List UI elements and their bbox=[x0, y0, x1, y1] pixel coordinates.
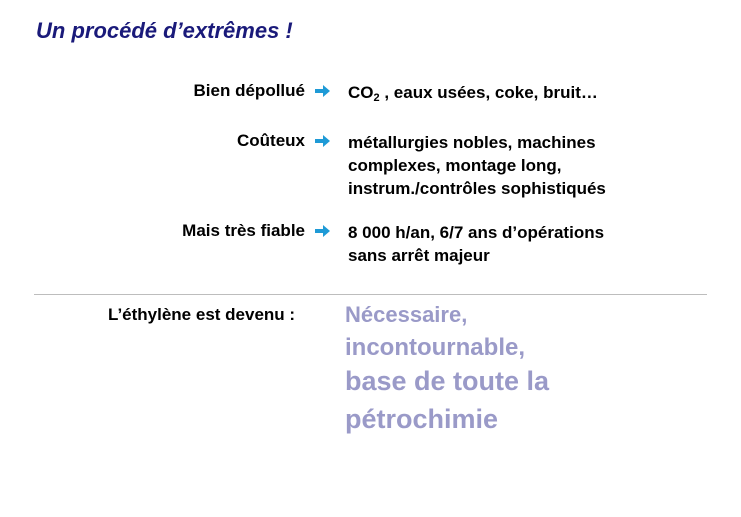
text-line: instrum./contrôles sophistiqués bbox=[348, 179, 606, 198]
co2-text: CO bbox=[348, 83, 374, 102]
divider bbox=[34, 294, 707, 295]
co2-subscript: 2 bbox=[373, 92, 380, 104]
text-line: métallurgies nobles, machines bbox=[348, 133, 596, 152]
arrow-right-icon bbox=[313, 82, 331, 100]
slide-title: Un procédé d’extrêmes ! bbox=[36, 18, 293, 43]
text-line: sans arrêt majeur bbox=[348, 246, 490, 265]
row-label-text: Coûteux bbox=[237, 131, 305, 150]
arrow-right-icon bbox=[313, 222, 331, 240]
row-label-couteux bbox=[237, 131, 331, 151]
row-label-text: Mais très fiable bbox=[182, 221, 305, 240]
row-text-bien-depollue bbox=[348, 81, 598, 110]
ethylene-value-4: pétrochimie bbox=[345, 404, 499, 434]
ethylene-value-2: incontournable, bbox=[345, 334, 525, 361]
ethylene-value-1: Nécessaire, bbox=[345, 302, 468, 327]
row-label-bien-depollue bbox=[194, 81, 331, 101]
ethylene-value-3: base de toute la bbox=[345, 366, 550, 396]
arrow-right-icon bbox=[313, 132, 331, 150]
text-line: complexes, montage long, bbox=[348, 156, 562, 175]
row-label-fiable bbox=[182, 221, 331, 241]
row-text-rest: , eaux usées, coke, bruit… bbox=[379, 83, 598, 102]
row-text-couteux bbox=[348, 131, 606, 200]
ethylene-label: L’éthylène est devenu : bbox=[108, 305, 296, 324]
row-text-fiable bbox=[348, 221, 604, 267]
text-line: 8 000 h/an, 6/7 ans d’opérations bbox=[348, 223, 605, 242]
row-label-text: Bien dépollué bbox=[193, 81, 305, 100]
